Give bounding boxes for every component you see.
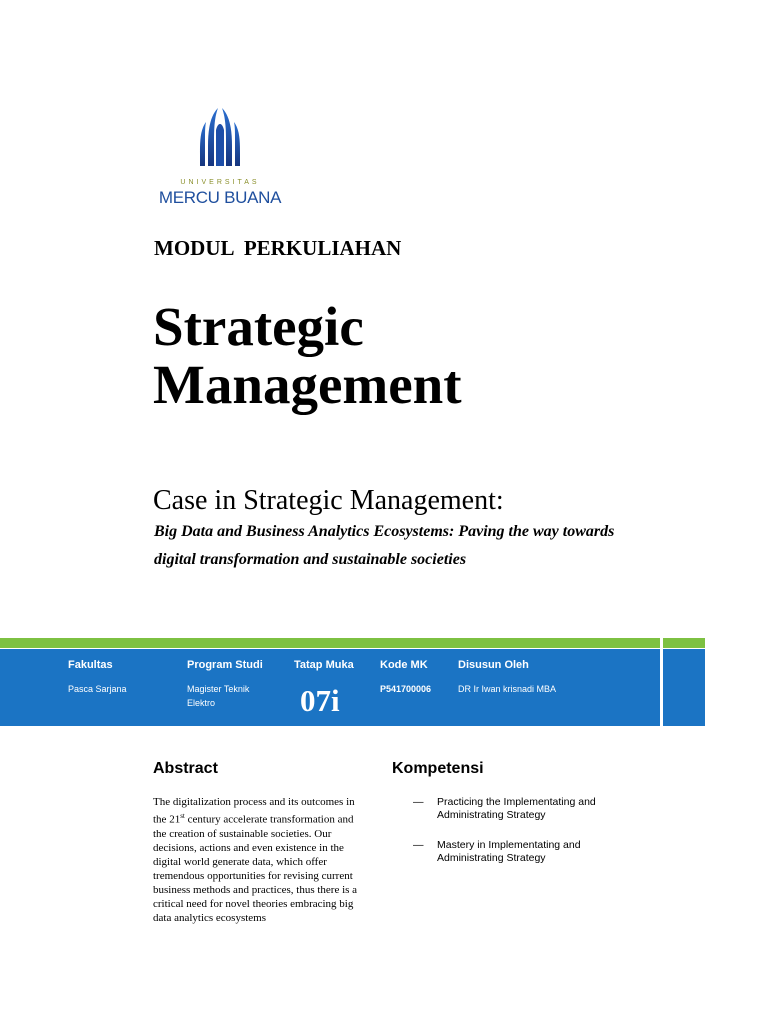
mercu-buana-emblem-icon — [152, 100, 288, 180]
program-studi-value-line-1: Magister Teknik — [187, 684, 250, 694]
kompetensi-item-dash: — — [413, 839, 424, 851]
tatap-muka-label: Tatap Muka — [294, 659, 354, 671]
program-studi-value-line-2: Elektro — [187, 698, 216, 708]
case-title: Case in Strategic Management: — [153, 485, 504, 516]
module-label: MODUL PERKULIAHAN — [154, 236, 402, 260]
fakultas-label: Fakultas — [68, 659, 113, 671]
disusun-oleh-label: Disusun Oleh — [458, 659, 529, 671]
info-band-end — [663, 649, 705, 726]
tatap-muka-value: 07i — [300, 683, 340, 718]
title-line-1: Strategic — [153, 296, 364, 357]
kompetensi-item-text: Mastery in Implementating and Administrating Strategy — [437, 839, 581, 864]
abstract-text — [153, 795, 368, 925]
abstract-superscript: st — [180, 812, 185, 820]
kompetensi-heading: Kompetensi — [392, 760, 484, 777]
abstract-text-part-1: The digitalization process and its outcomes in the 21 — [153, 796, 355, 826]
abstract-heading: Abstract — [153, 760, 218, 777]
info-band-green-stripe — [0, 638, 660, 648]
page-title — [153, 298, 653, 414]
logo-name-text: MERCU BUANA — [158, 188, 282, 207]
logo-universitas-text: UNIVERSITAS — [180, 179, 260, 186]
program-studi-label: Program Studi — [187, 659, 263, 671]
case-subtitle: Big Data and Business Analytics Ecosystems: Paving the way towards digital transformation and sustainable societies — [154, 523, 615, 568]
kode-mk-value: P541700006 — [380, 684, 432, 694]
fakultas-value: Pasca Sarjana — [68, 684, 127, 694]
abstract-text-part-2: century accelerate transformation and the creation of sustainable societies. Our decisions, actions and even existence in the digital world generate data, which offer tremendous opportunities for revising current business methods and practices, thus there is a critical need for novel theories embracing big data analytics ecosystems — [153, 813, 358, 924]
disusun-oleh-value: DR Ir Iwan krisnadi MBA — [458, 684, 557, 694]
kode-mk-label: Kode MK — [380, 659, 428, 671]
title-line-2: Management — [153, 354, 462, 415]
kompetensi-item-text: Practicing the Implementating and Administrating Strategy — [437, 796, 596, 821]
kompetensi-item-dash: — — [413, 796, 424, 808]
university-logo — [152, 100, 288, 212]
program-studi-value — [187, 682, 249, 710]
info-band-green-stripe-end — [663, 638, 705, 648]
